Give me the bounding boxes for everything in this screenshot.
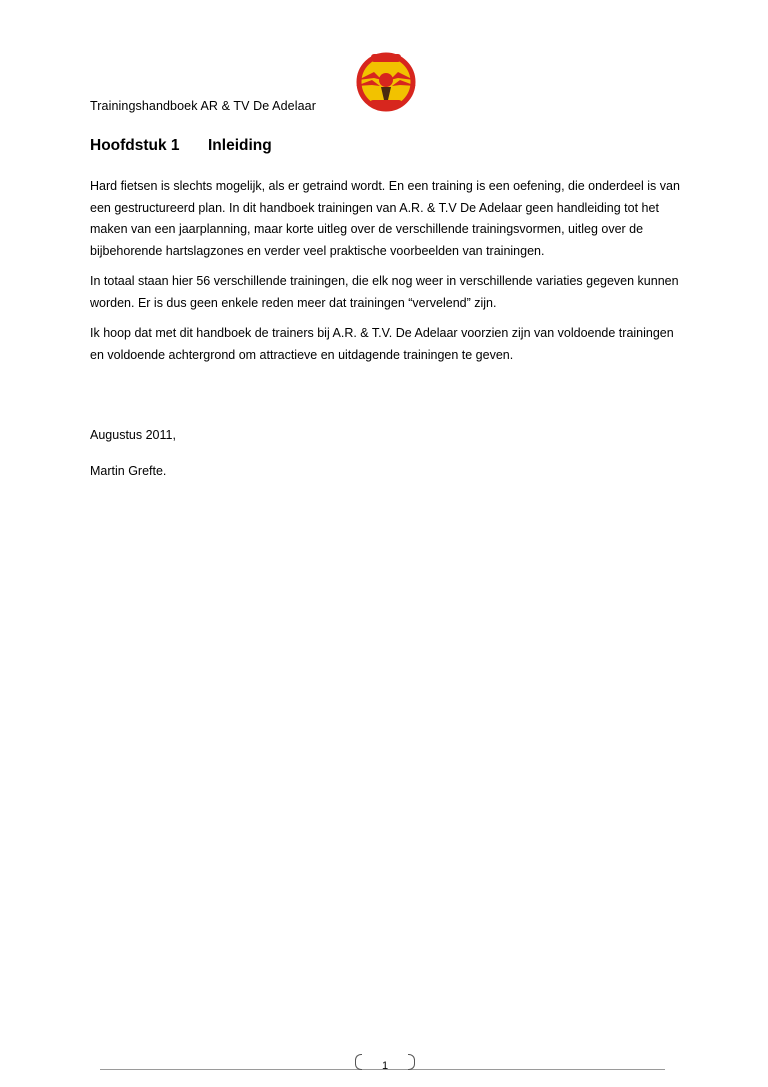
running-header: Trainingshandboek AR & TV De Adelaar [90,99,316,113]
chapter-number: Hoofdstuk 1 [90,137,180,154]
page-number [355,1054,415,1074]
paragraph-intro: Hard fietsen is slechts mogelijk, als er getraind wordt. En een training is een oefening, die onderdeel is van een gestructureerd plan. In dit handboek trainingen van A.R. & T.V De Adelaar geen handleiding tot het maken van een jaarplanning, maar korte uitleg over de verschillende trainingsvormen, uitleg over de bijbehorende hartslagzones en verder veel praktische voorbeelden van trainingen. [90,179,680,258]
signoff-author: Martin Grefte. [90,463,167,478]
signoff [90,425,176,496]
paragraph-trainings-count: In totaal staan hier 56 verschillende trainingen, die elk nog weer in verschillende variaties gegeven kunnen worden. Er is dus geen enkele reden meer dat trainingen “vervelend” zijn. [90,274,679,310]
signoff-date: Augustus 2011, [90,428,176,442]
paragraph-purpose: Ik hoop dat met dit handboek de trainers bij A.R. & T.V. De Adelaar voorzien zijn van voldoende trainingen en voldoende achtergrond om attractieve en uitdagende trainingen te geven. [90,326,674,362]
adelaar-club-logo-icon [352,50,420,112]
chapter-title: Inleiding [208,137,272,154]
body-text [90,176,680,375]
chapter-heading [90,137,272,155]
page-number-value: 1 [381,1060,389,1072]
